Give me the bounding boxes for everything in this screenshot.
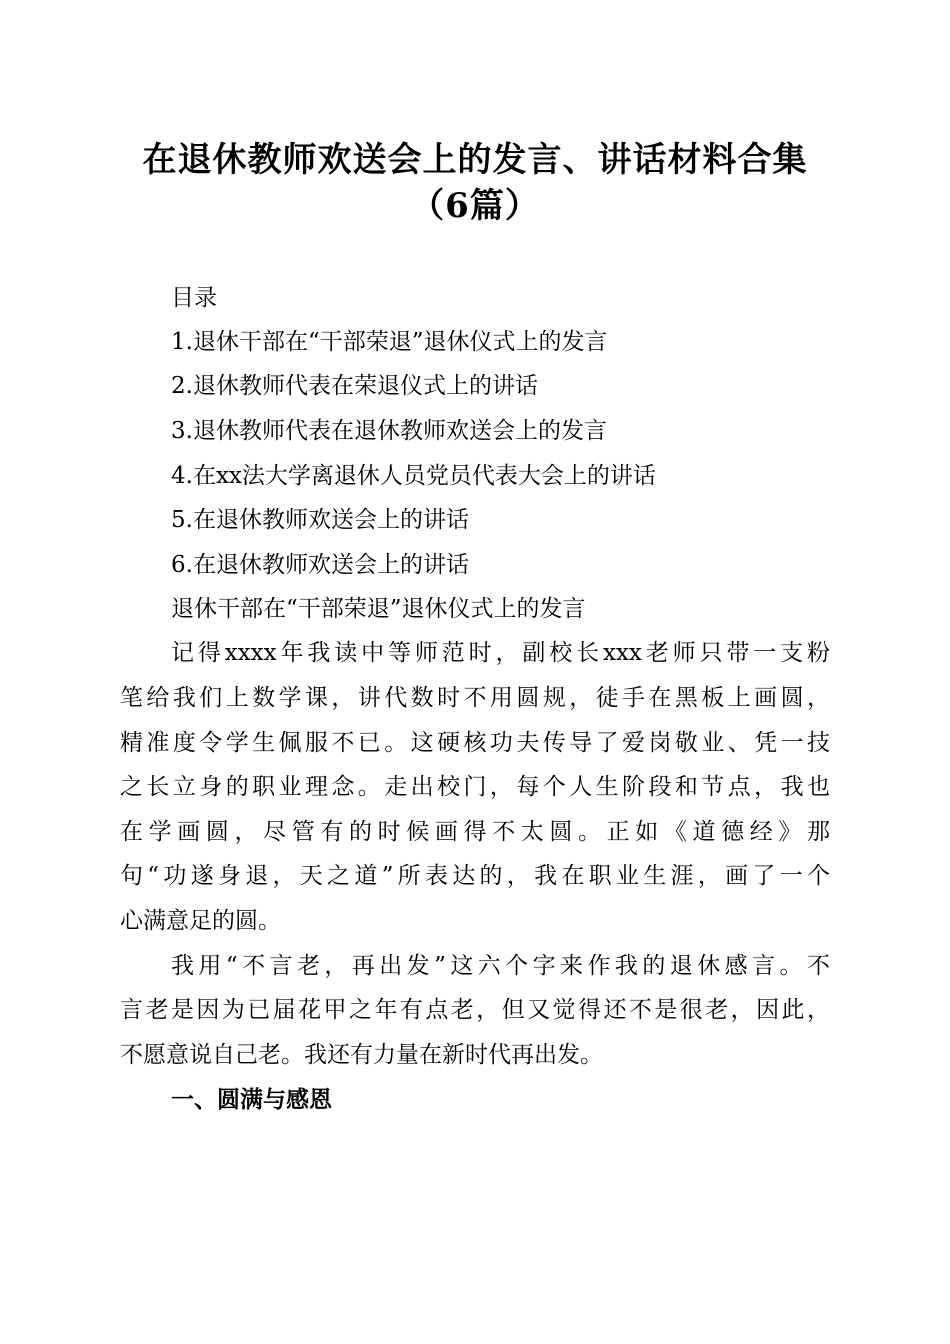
toc-label: 目录 — [171, 285, 217, 311]
paragraph-2-line-3: 不愿意说自己老。我还有力量在新时代再出发。 — [120, 1042, 603, 1068]
article-title: 退休干部在“干部荣退”退休仪式上的发言 — [171, 596, 586, 622]
paragraph-1-line-1: 记得xxxx年我读中等师范时，副校长xxx老师只带一支粉 — [171, 640, 830, 666]
document-title-count: （6篇） — [410, 186, 540, 226]
paragraph-1-line-5: 在学画圆，尽管有的时候画得不太圆。正如《道德经》那 — [120, 819, 830, 845]
toc-item-5: 5.在退休教师欢送会上的讲话 — [171, 507, 469, 533]
paragraph-2-line-1: 我用“不言老，再出发”这六个字来作我的退休感言。不 — [171, 953, 830, 979]
paragraph-1-line-3: 精准度令学生佩服不已。这硬核功夫传导了爱岗敬业、凭一技 — [120, 730, 830, 756]
toc-item-6: 6.在退休教师欢送会上的讲话 — [171, 552, 469, 578]
paragraph-1-line-6: 句“功遂身退，天之道”所表达的，我在职业生涯，画了一个 — [120, 863, 830, 889]
paragraph-1-line-2: 笔给我们上数学课，讲代数时不用圆规，徒手在黑板上画圆， — [120, 685, 830, 711]
paragraph-1-line-4: 之长立身的职业理念。走出校门，每个人生阶段和节点，我也 — [120, 774, 830, 800]
toc-item-2: 2.退休教师代表在荣退仪式上的讲话 — [171, 373, 538, 399]
toc-item-1: 1.退休干部在“干部荣退”退休仪式上的发言 — [171, 329, 608, 355]
toc-item-3: 3.退休教师代表在退休教师欢送会上的发言 — [171, 418, 607, 444]
paragraph-2-line-2: 言老是因为已届花甲之年有点老，但又觉得还不是很老，因此， — [120, 997, 830, 1023]
toc-item-4: 4.在xx法大学离退休人员党员代表大会上的讲话 — [171, 463, 656, 489]
document-title: 在退休教师欢送会上的发言、讲话材料合集 — [142, 140, 808, 180]
section-heading-1: 一、圆满与感恩 — [171, 1087, 332, 1113]
paragraph-1-line-7: 心满意足的圆。 — [120, 908, 281, 934]
